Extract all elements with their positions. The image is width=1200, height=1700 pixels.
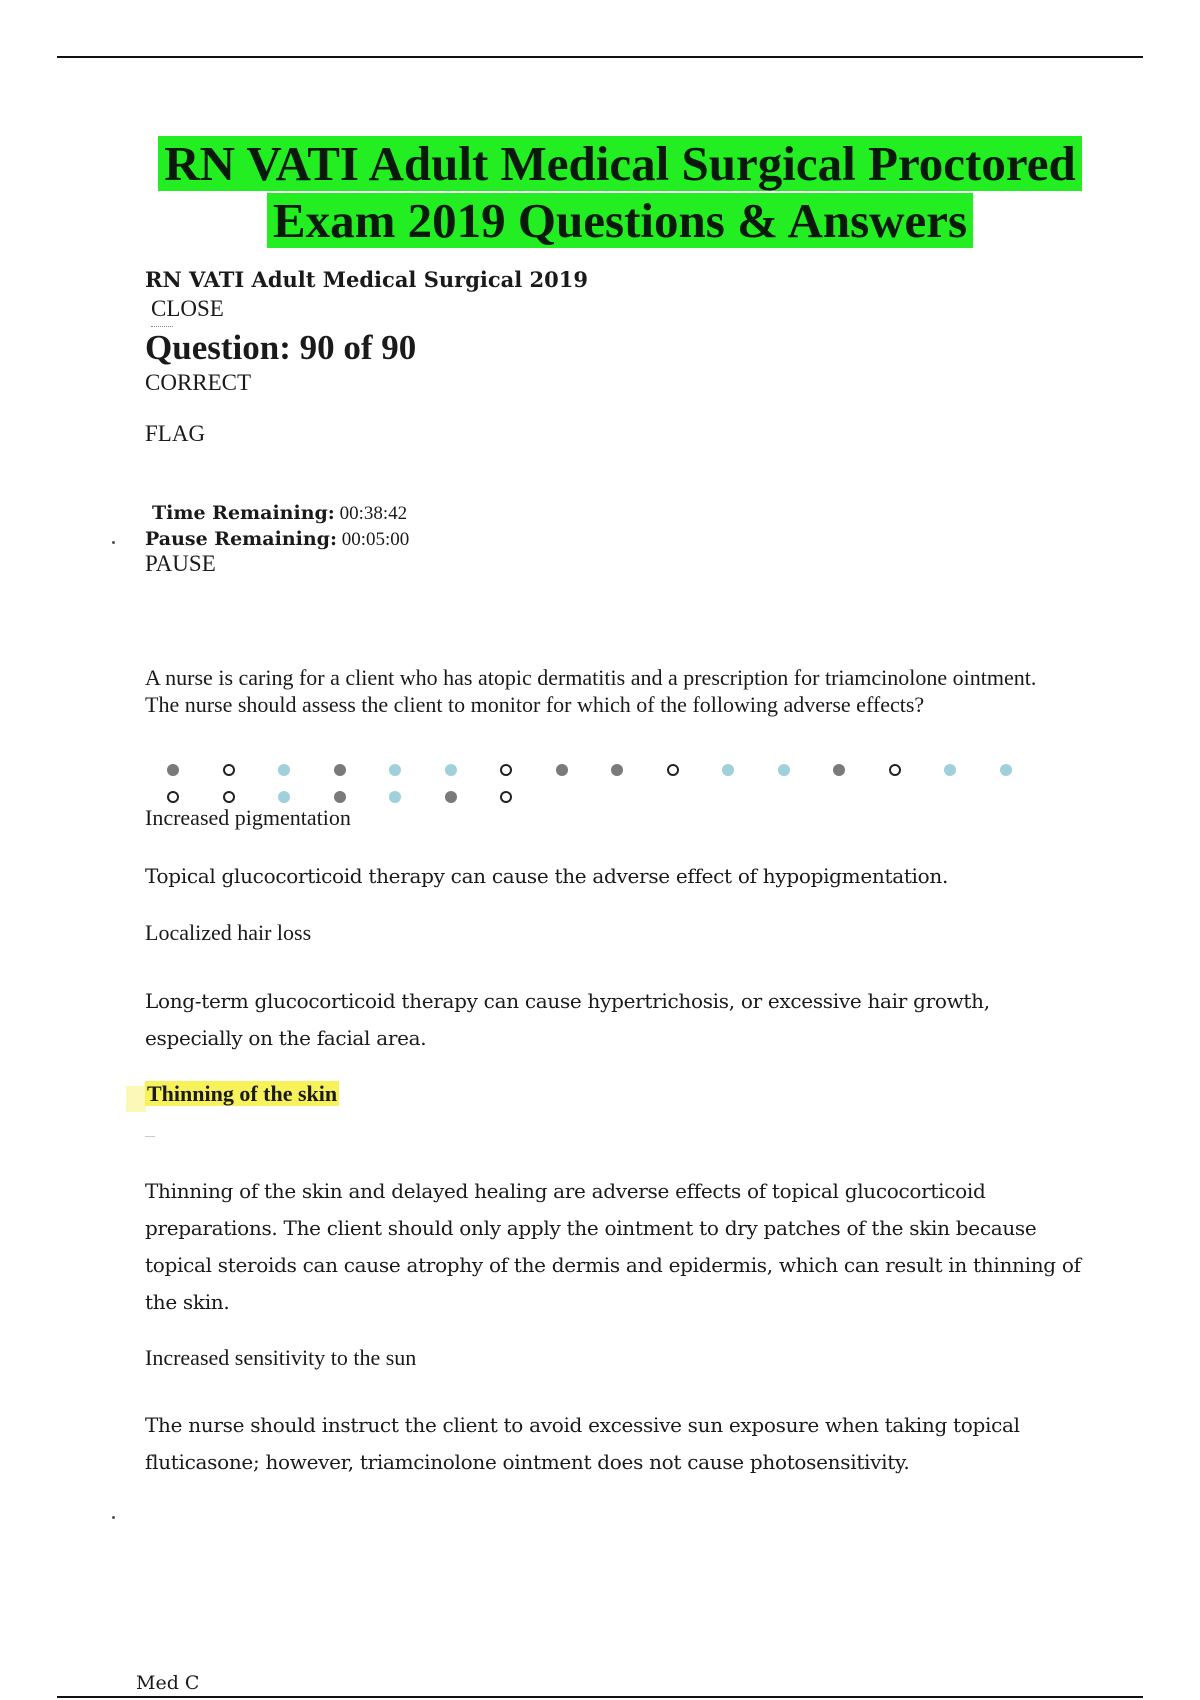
question-nav-dot[interactable] [667, 764, 679, 776]
correct-option[interactable] [145, 1081, 339, 1107]
time-remaining-label: Time Remaining: [152, 502, 335, 524]
highlight-mark [126, 1086, 146, 1112]
pause-button[interactable]: PAUSE [145, 551, 216, 576]
option-label[interactable]: Increased sensitivity to the sun [145, 1345, 417, 1370]
question-text: A nurse is caring for a client who has atopic dermatitis and a prescription for triamcinolone ointment. The nurse should assess the client to monitor for which of the following adverse effects? [145, 665, 1037, 717]
question-nav-dot[interactable] [334, 791, 346, 803]
top-rule [57, 56, 1143, 58]
option-label[interactable]: Localized hair loss [145, 920, 312, 945]
exam-subheading: RN VATI Adult Medical Surgical 2019 [145, 267, 588, 292]
question-nav-dot[interactable] [334, 764, 346, 776]
option-rationale: The nurse should instruct the client to avoid excessive sun exposure when taking topical fluticasone; however, triamcinolone ointment does not cause photosensitivity. [145, 1413, 1020, 1474]
question-counter: Question: 90 of 90 [145, 328, 417, 367]
question-nav-dot[interactable] [167, 764, 179, 776]
question-nav-dot[interactable] [223, 764, 235, 776]
pause-remaining-label: Pause Remaining: [145, 528, 337, 550]
correct-option-label: Thinning of the skin [147, 1081, 338, 1106]
question-nav-dot[interactable] [1000, 764, 1012, 776]
question-nav-dot[interactable] [167, 791, 179, 803]
pause-remaining [145, 528, 409, 551]
close-underline [151, 326, 173, 327]
question-nav-dot[interactable] [445, 791, 457, 803]
time-remaining-value: 00:38:42 [339, 503, 408, 524]
question-nav-dot[interactable] [500, 791, 512, 803]
question-nav-dot[interactable] [278, 791, 290, 803]
flag-button[interactable]: FLAG [145, 421, 206, 446]
title-line-1: RN VATI Adult Medical Surgical Proctored [158, 136, 1082, 191]
option-rationale: Long-term glucocorticoid therapy can cause hypertrichosis, or excessive hair growth, especially on the facial area. [145, 989, 990, 1050]
question-nav-dot[interactable] [389, 791, 401, 803]
time-remaining [152, 502, 407, 525]
question-nav-dot[interactable] [278, 764, 290, 776]
close-button[interactable]: CLOSE [151, 296, 224, 321]
question-nav-dot[interactable] [778, 764, 790, 776]
option-label[interactable]: Increased pigmentation [145, 805, 351, 830]
option-rationale: Thinning of the skin and delayed healing are adverse effects of topical glucocorticoid preparations. The client should only apply the ointment to dry patches of the skin because topical steroids can cause atrophy of the dermis and epidermis, which can result in thinning of the skin. [145, 1179, 1081, 1314]
question-nav-dot[interactable] [722, 764, 734, 776]
option-rationale: Topical glucocorticoid therapy can cause the adverse effect of hypopigmentation. [145, 864, 949, 888]
question-nav-dot[interactable] [445, 764, 457, 776]
question-nav-dot[interactable] [611, 764, 623, 776]
footer-text: Med C [136, 1672, 200, 1694]
separator-mark: — [145, 1131, 155, 1142]
answer-status: CORRECT [145, 370, 252, 395]
document-title [140, 135, 1100, 249]
question-nav-dot[interactable] [889, 764, 901, 776]
pause-remaining-value: 00:05:00 [341, 529, 410, 550]
list-bullet [112, 1516, 115, 1519]
question-nav-dot[interactable] [556, 764, 568, 776]
bottom-rule [57, 1696, 1143, 1698]
question-nav-dot[interactable] [833, 764, 845, 776]
title-line-2: Exam 2019 Questions & Answers [267, 193, 973, 248]
question-nav-dot[interactable] [223, 791, 235, 803]
question-nav-dot[interactable] [500, 764, 512, 776]
list-bullet [112, 541, 115, 544]
question-nav-dot[interactable] [389, 764, 401, 776]
question-nav-dot[interactable] [944, 764, 956, 776]
